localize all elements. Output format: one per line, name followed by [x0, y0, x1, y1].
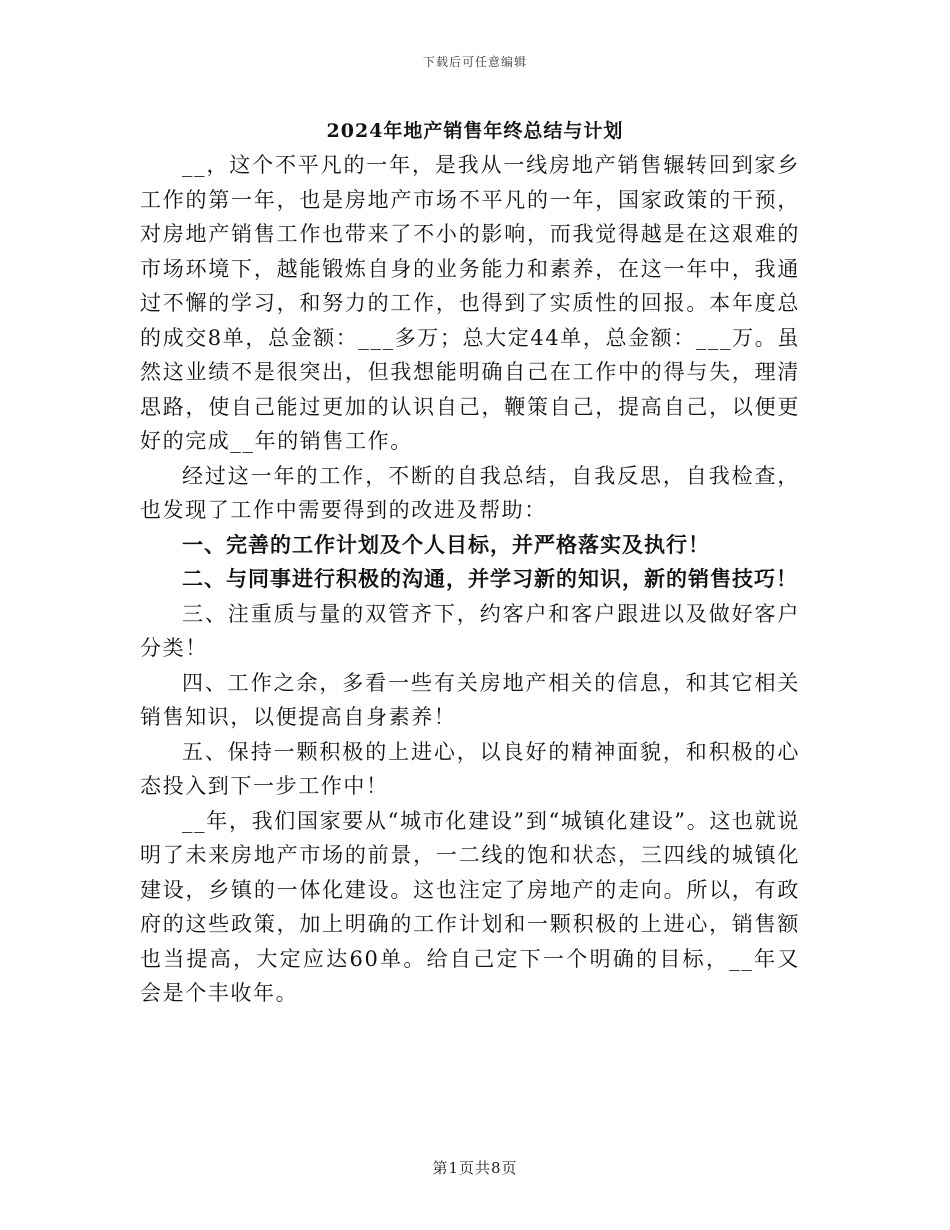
list-item-4: 四、工作之余，多看一些有关房地产相关的信息，和其它相关销售知识，以便提高自身素养！: [140, 670, 800, 729]
list-item-5: 五、保持一颗积极的上进心，以良好的精神面貌，和积极的心态投入到下一步工作中！: [140, 739, 800, 798]
page-footer: 第1页共8页: [432, 1159, 518, 1177]
paragraph-intro: __，这个不平凡的一年，是我从一线房地产销售辗转回到家乡工作的第一年，也是房地产市场不平凡的一年，国家政策的干预，对房地产销售工作也带来了不小的影响，而我觉得越是在这艰难的市场环境下，越能锻炼自身的业务能力和素养，在这一年中，我通过不懈的学习，和努力的工作，也得到了实质性的回报。本年度总的成交8单，总金额：___多万；总大定44单，总金额：___万。虽然这业绩不是很突出，但我想能明确自己在工作中的得与失，理清思路，使自己能过更加的认识自己，鞭策自己，提高自己，以便更好的完成__年的销售工作。: [140, 153, 800, 453]
list-item-3: 三、注重质与量的双管齐下，约客户和客户跟进以及做好客户分类！: [140, 601, 800, 660]
paragraph-outlook: __年，我们国家要从“城市化建设”到“城镇化建设”。这也就说明了未来房地产市场的前景，一二线的饱和状态，三四线的城镇化建设，乡镇的一体化建设。这也注定了房地产的走向。所以，有政府的这些政策，加上明确的工作计划和一颗积极的上进心，销售额也当提高，大定应达60单。给自己定下一个明确的目标，__年又会是个丰收年。: [140, 808, 800, 1005]
paragraph-reflection: 经过这一年的工作，不断的自我总结，自我反思，自我检查，也发现了工作中需要得到的改进及帮助：: [140, 463, 800, 522]
document-body: [140, 148, 800, 1011]
header-note: 下载后可任意编辑: [422, 55, 527, 69]
document-title: 2024年地产销售年终总结与计划: [326, 120, 624, 142]
list-item-2: 二、与同事进行积极的沟通，并学习新的知识，新的销售技巧！: [182, 566, 798, 591]
list-item-1: 一、完善的工作计划及个人目标，并严格落实及执行！: [182, 531, 710, 557]
